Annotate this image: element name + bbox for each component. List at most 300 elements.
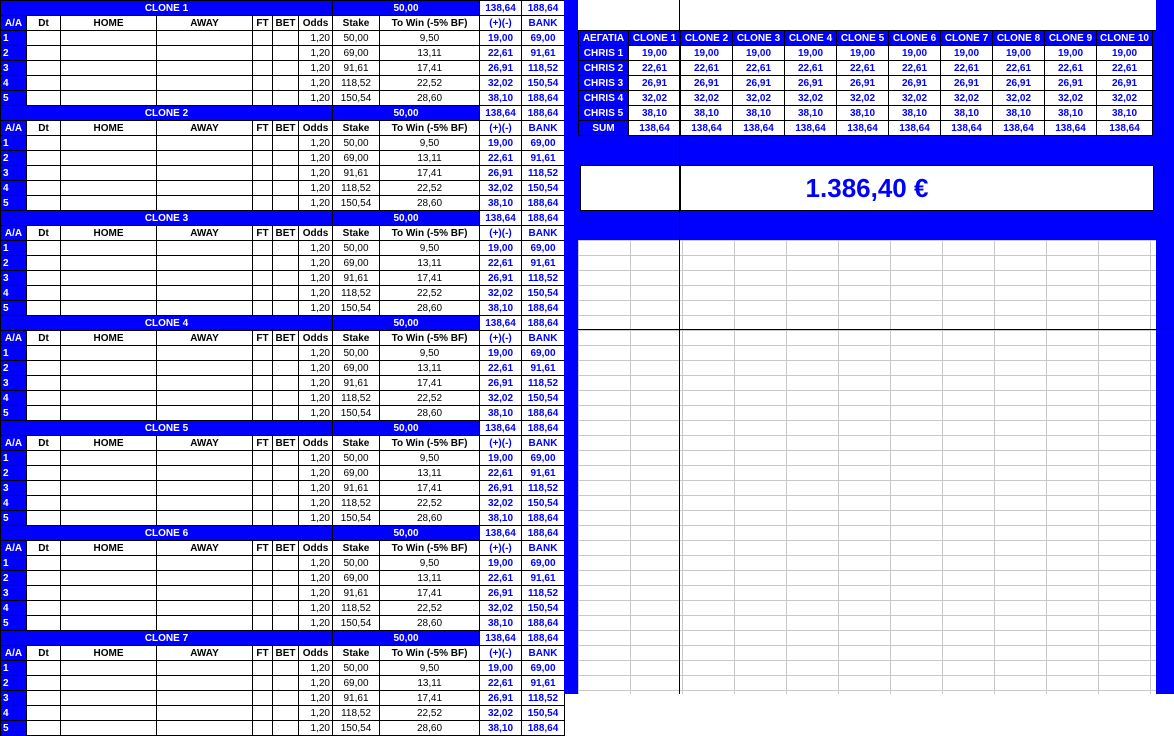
summary-value[interactable]: 38,10 [941,106,993,121]
header-pm[interactable]: (+)(-) [480,541,522,556]
cell-pm[interactable]: 19,00 [480,556,522,571]
cell-pm[interactable]: 38,10 [480,721,522,736]
summary-value[interactable]: 19,00 [941,46,993,61]
cell-bank[interactable]: 188,64 [522,721,565,736]
cell-away[interactable] [157,376,253,391]
cell-bet[interactable] [273,136,299,151]
summary-value[interactable]: 26,91 [1045,76,1097,91]
cell-home[interactable] [61,661,157,676]
cell-dt[interactable] [27,706,61,721]
cell-pm[interactable]: 26,91 [480,166,522,181]
clone-bank-total[interactable]: 188,64 [522,106,565,121]
header-home[interactable]: HOME [61,331,157,346]
cell-home[interactable] [61,571,157,586]
header-ft[interactable]: FT [253,541,273,556]
cell-home[interactable] [61,721,157,736]
cell-towin[interactable]: 17,41 [380,586,480,601]
cell-ft[interactable] [253,241,273,256]
cell-pm[interactable]: 32,02 [480,286,522,301]
cell-towin[interactable]: 9,50 [380,346,480,361]
summary-column-header[interactable]: CLONE 8 [993,31,1045,46]
clone-title[interactable]: CLONE 5 [1,421,333,436]
cell-pm[interactable]: 22,61 [480,676,522,691]
summary-value[interactable]: 138,64 [889,121,941,136]
cell-away[interactable] [157,196,253,211]
header-bank[interactable]: BANK [522,121,565,136]
cell-bank[interactable]: 188,64 [522,196,565,211]
cell-home[interactable] [61,511,157,526]
row-index[interactable]: 3 [1,166,27,181]
cell-pm[interactable]: 22,61 [480,151,522,166]
summary-column-header[interactable]: CLONE 10 [1097,31,1153,46]
cell-home[interactable] [61,91,157,106]
cell-bet[interactable] [273,601,299,616]
cell-home[interactable] [61,136,157,151]
cell-home[interactable] [61,151,157,166]
header-away[interactable]: AWAY [157,436,253,451]
summary-row-label[interactable]: SUM [579,121,629,136]
cell-odds[interactable]: 1,20 [299,601,333,616]
summary-value[interactable]: 19,00 [889,46,941,61]
row-index[interactable]: 5 [1,301,27,316]
row-index[interactable]: 2 [1,676,27,691]
clone-stake-total[interactable]: 50,00 [333,316,480,331]
summary-column-header[interactable]: CLONE 7 [941,31,993,46]
header-towin[interactable]: To Win (-5% BF) [380,541,480,556]
row-index[interactable]: 3 [1,481,27,496]
summary-value[interactable]: 26,91 [941,76,993,91]
cell-home[interactable] [61,31,157,46]
cell-bank[interactable]: 188,64 [522,301,565,316]
cell-towin[interactable]: 9,50 [380,136,480,151]
cell-pm[interactable]: 38,10 [480,406,522,421]
cell-odds[interactable]: 1,20 [299,136,333,151]
cell-stake[interactable]: 150,54 [333,406,380,421]
summary-column-header[interactable]: CLONE 2 [681,31,733,46]
summary-value[interactable]: 22,61 [1045,61,1097,76]
cell-bank[interactable]: 150,54 [522,601,565,616]
cell-towin[interactable]: 13,11 [380,361,480,376]
summary-value[interactable]: 38,10 [993,106,1045,121]
cell-odds[interactable]: 1,20 [299,466,333,481]
cell-dt[interactable] [27,616,61,631]
cell-home[interactable] [61,391,157,406]
cell-odds[interactable]: 1,20 [299,346,333,361]
cell-ft[interactable] [253,691,273,706]
cell-bet[interactable] [273,151,299,166]
cell-odds[interactable]: 1,20 [299,496,333,511]
cell-odds[interactable]: 1,20 [299,706,333,721]
cell-ft[interactable] [253,586,273,601]
cell-ft[interactable] [253,166,273,181]
row-index[interactable]: 4 [1,496,27,511]
cell-home[interactable] [61,376,157,391]
cell-towin[interactable]: 9,50 [380,31,480,46]
cell-home[interactable] [61,301,157,316]
cell-towin[interactable]: 13,11 [380,256,480,271]
header-towin[interactable]: To Win (-5% BF) [380,646,480,661]
cell-bet[interactable] [273,76,299,91]
cell-away[interactable] [157,361,253,376]
cell-away[interactable] [157,511,253,526]
cell-bet[interactable] [273,586,299,601]
cell-towin[interactable]: 28,60 [380,406,480,421]
cell-pm[interactable]: 32,02 [480,181,522,196]
summary-value[interactable]: 38,10 [733,106,785,121]
cell-towin[interactable]: 17,41 [380,481,480,496]
cell-towin[interactable]: 28,60 [380,511,480,526]
cell-away[interactable] [157,46,253,61]
row-index[interactable]: 5 [1,91,27,106]
cell-home[interactable] [61,601,157,616]
cell-pm[interactable]: 38,10 [480,196,522,211]
summary-row-label[interactable]: CHRIS 1 [579,46,629,61]
cell-bet[interactable] [273,46,299,61]
cell-bank[interactable]: 69,00 [522,556,565,571]
header-dt[interactable]: Dt [27,646,61,661]
cell-stake[interactable]: 118,52 [333,76,380,91]
row-index[interactable]: 3 [1,61,27,76]
summary-value[interactable]: 138,64 [1097,121,1153,136]
header-dt[interactable]: Dt [27,436,61,451]
cell-towin[interactable]: 13,11 [380,676,480,691]
clone-profit-total[interactable]: 138,64 [480,211,522,226]
cell-away[interactable] [157,586,253,601]
cell-towin[interactable]: 9,50 [380,556,480,571]
cell-bank[interactable]: 150,54 [522,286,565,301]
cell-ft[interactable] [253,301,273,316]
summary-value[interactable]: 138,64 [785,121,837,136]
cell-away[interactable] [157,616,253,631]
header-bank[interactable]: BANK [522,16,565,31]
row-index[interactable]: 5 [1,511,27,526]
cell-towin[interactable]: 22,52 [380,391,480,406]
cell-away[interactable] [157,241,253,256]
cell-ft[interactable] [253,406,273,421]
header-stake[interactable]: Stake [333,646,380,661]
header-away[interactable]: AWAY [157,226,253,241]
cell-stake[interactable]: 118,52 [333,706,380,721]
header-home[interactable]: HOME [61,16,157,31]
row-index[interactable]: 1 [1,346,27,361]
cell-bet[interactable] [273,556,299,571]
cell-towin[interactable]: 9,50 [380,241,480,256]
cell-odds[interactable]: 1,20 [299,691,333,706]
cell-stake[interactable]: 50,00 [333,451,380,466]
cell-dt[interactable] [27,301,61,316]
summary-value[interactable]: 22,61 [785,61,837,76]
summary-corner[interactable]: ΑΕΓΑΤΙΑ [579,31,629,46]
header-aa[interactable]: A/A [1,331,27,346]
cell-towin[interactable]: 22,52 [380,496,480,511]
header-aa[interactable]: A/A [1,436,27,451]
cell-stake[interactable]: 118,52 [333,391,380,406]
cell-dt[interactable] [27,76,61,91]
cell-pm[interactable]: 19,00 [480,661,522,676]
cell-away[interactable] [157,301,253,316]
cell-pm[interactable]: 38,10 [480,301,522,316]
summary-value[interactable]: 32,02 [733,91,785,106]
cell-bet[interactable] [273,241,299,256]
cell-ft[interactable] [253,556,273,571]
cell-pm[interactable]: 26,91 [480,271,522,286]
summary-value[interactable]: 38,10 [785,106,837,121]
summary-value[interactable]: 138,64 [993,121,1045,136]
summary-column-header[interactable]: CLONE 3 [733,31,785,46]
cell-dt[interactable] [27,676,61,691]
cell-bank[interactable]: 188,64 [522,91,565,106]
clone-stake-total[interactable]: 50,00 [333,211,480,226]
clone-profit-total[interactable]: 138,64 [480,1,522,16]
header-dt[interactable]: Dt [27,121,61,136]
cell-bet[interactable] [273,451,299,466]
row-index[interactable]: 5 [1,616,27,631]
header-ft[interactable]: FT [253,121,273,136]
cell-dt[interactable] [27,586,61,601]
cell-stake[interactable]: 91,61 [333,61,380,76]
cell-bank[interactable]: 91,61 [522,46,565,61]
cell-pm[interactable]: 26,91 [480,481,522,496]
summary-value[interactable]: 32,02 [1045,91,1097,106]
cell-towin[interactable]: 22,52 [380,706,480,721]
header-ft[interactable]: FT [253,16,273,31]
cell-home[interactable] [61,196,157,211]
cell-stake[interactable]: 91,61 [333,691,380,706]
cell-dt[interactable] [27,721,61,736]
cell-pm[interactable]: 26,91 [480,586,522,601]
cell-bet[interactable] [273,676,299,691]
clone-title[interactable]: CLONE 3 [1,211,333,226]
clone-bank-total[interactable]: 188,64 [522,316,565,331]
cell-odds[interactable]: 1,20 [299,376,333,391]
cell-bank[interactable]: 69,00 [522,31,565,46]
cell-bet[interactable] [273,271,299,286]
cell-stake[interactable]: 118,52 [333,601,380,616]
header-aa[interactable]: A/A [1,541,27,556]
cell-towin[interactable]: 17,41 [380,61,480,76]
clone-bank-total[interactable]: 188,64 [522,421,565,436]
cell-bank[interactable]: 118,52 [522,271,565,286]
cell-bank[interactable]: 91,61 [522,466,565,481]
cell-ft[interactable] [253,511,273,526]
summary-value[interactable]: 26,91 [629,76,681,91]
summary-value[interactable]: 32,02 [993,91,1045,106]
summary-value[interactable]: 38,10 [889,106,941,121]
cell-away[interactable] [157,571,253,586]
cell-pm[interactable]: 22,61 [480,46,522,61]
summary-column-header[interactable]: CLONE 6 [889,31,941,46]
summary-value[interactable]: 32,02 [889,91,941,106]
summary-value[interactable]: 26,91 [785,76,837,91]
header-odds[interactable]: Odds [299,646,333,661]
cell-stake[interactable]: 69,00 [333,256,380,271]
cell-stake[interactable]: 69,00 [333,46,380,61]
cell-ft[interactable] [253,706,273,721]
cell-ft[interactable] [253,571,273,586]
cell-home[interactable] [61,496,157,511]
row-index[interactable]: 4 [1,76,27,91]
cell-ft[interactable] [253,616,273,631]
cell-dt[interactable] [27,256,61,271]
cell-bet[interactable] [273,616,299,631]
clone-profit-total[interactable]: 138,64 [480,631,522,646]
cell-bet[interactable] [273,376,299,391]
clone-profit-total[interactable]: 138,64 [480,526,522,541]
cell-bank[interactable]: 69,00 [522,451,565,466]
summary-value[interactable]: 22,61 [629,61,681,76]
cell-dt[interactable] [27,601,61,616]
summary-value[interactable]: 19,00 [733,46,785,61]
cell-towin[interactable]: 13,11 [380,571,480,586]
header-ft[interactable]: FT [253,226,273,241]
cell-stake[interactable]: 91,61 [333,376,380,391]
cell-bank[interactable]: 188,64 [522,616,565,631]
cell-odds[interactable]: 1,20 [299,166,333,181]
cell-stake[interactable]: 150,54 [333,511,380,526]
cell-odds[interactable]: 1,20 [299,616,333,631]
summary-value[interactable]: 19,00 [1045,46,1097,61]
cell-away[interactable] [157,496,253,511]
cell-away[interactable] [157,661,253,676]
cell-towin[interactable]: 28,60 [380,91,480,106]
cell-dt[interactable] [27,361,61,376]
cell-stake[interactable]: 91,61 [333,586,380,601]
cell-odds[interactable]: 1,20 [299,406,333,421]
cell-towin[interactable]: 28,60 [380,721,480,736]
cell-bank[interactable]: 118,52 [522,166,565,181]
cell-away[interactable] [157,466,253,481]
summary-value[interactable]: 32,02 [1097,91,1153,106]
cell-away[interactable] [157,91,253,106]
cell-away[interactable] [157,166,253,181]
cell-odds[interactable]: 1,20 [299,151,333,166]
summary-value[interactable]: 38,10 [1045,106,1097,121]
cell-dt[interactable] [27,391,61,406]
header-towin[interactable]: To Win (-5% BF) [380,16,480,31]
header-away[interactable]: AWAY [157,121,253,136]
cell-stake[interactable]: 69,00 [333,676,380,691]
header-away[interactable]: AWAY [157,646,253,661]
summary-value[interactable]: 22,61 [681,61,733,76]
row-index[interactable]: 1 [1,556,27,571]
cell-dt[interactable] [27,271,61,286]
header-away[interactable]: AWAY [157,16,253,31]
cell-stake[interactable]: 150,54 [333,616,380,631]
header-bet[interactable]: BET [273,646,299,661]
cell-dt[interactable] [27,196,61,211]
cell-home[interactable] [61,346,157,361]
cell-home[interactable] [61,706,157,721]
row-index[interactable]: 3 [1,271,27,286]
header-dt[interactable]: Dt [27,16,61,31]
cell-home[interactable] [61,61,157,76]
cell-home[interactable] [61,181,157,196]
cell-towin[interactable]: 17,41 [380,166,480,181]
cell-stake[interactable]: 50,00 [333,346,380,361]
header-bet[interactable]: BET [273,226,299,241]
cell-odds[interactable]: 1,20 [299,676,333,691]
row-index[interactable]: 1 [1,661,27,676]
cell-pm[interactable]: 38,10 [480,511,522,526]
cell-bank[interactable]: 69,00 [522,136,565,151]
header-pm[interactable]: (+)(-) [480,121,522,136]
clone-bank-total[interactable]: 188,64 [522,631,565,646]
header-bet[interactable]: BET [273,331,299,346]
cell-stake[interactable]: 91,61 [333,271,380,286]
cell-odds[interactable]: 1,20 [299,271,333,286]
header-home[interactable]: HOME [61,646,157,661]
cell-odds[interactable]: 1,20 [299,481,333,496]
cell-dt[interactable] [27,166,61,181]
cell-stake[interactable]: 50,00 [333,241,380,256]
summary-value[interactable]: 22,61 [889,61,941,76]
header-home[interactable]: HOME [61,436,157,451]
row-index[interactable]: 1 [1,241,27,256]
summary-value[interactable]: 22,61 [837,61,889,76]
header-dt[interactable]: Dt [27,541,61,556]
header-dt[interactable]: Dt [27,331,61,346]
header-aa[interactable]: A/A [1,226,27,241]
summary-value[interactable]: 32,02 [941,91,993,106]
header-bet[interactable]: BET [273,541,299,556]
header-bank[interactable]: BANK [522,331,565,346]
cell-home[interactable] [61,406,157,421]
cell-stake[interactable]: 69,00 [333,571,380,586]
clone-bank-total[interactable]: 188,64 [522,211,565,226]
cell-dt[interactable] [27,241,61,256]
summary-value[interactable]: 19,00 [785,46,837,61]
summary-value[interactable]: 19,00 [629,46,681,61]
cell-stake[interactable]: 91,61 [333,481,380,496]
cell-odds[interactable]: 1,20 [299,721,333,736]
cell-dt[interactable] [27,691,61,706]
cell-home[interactable] [61,166,157,181]
header-bank[interactable]: BANK [522,436,565,451]
cell-pm[interactable]: 19,00 [480,241,522,256]
cell-ft[interactable] [253,196,273,211]
clone-bank-total[interactable]: 188,64 [522,526,565,541]
cell-ft[interactable] [253,676,273,691]
cell-pm[interactable]: 38,10 [480,616,522,631]
cell-towin[interactable]: 22,52 [380,181,480,196]
cell-bank[interactable]: 91,61 [522,676,565,691]
row-index[interactable]: 3 [1,691,27,706]
cell-stake[interactable]: 69,00 [333,361,380,376]
clone-profit-total[interactable]: 138,64 [480,106,522,121]
cell-bank[interactable]: 118,52 [522,586,565,601]
cell-bet[interactable] [273,466,299,481]
header-away[interactable]: AWAY [157,541,253,556]
header-towin[interactable]: To Win (-5% BF) [380,121,480,136]
cell-ft[interactable] [253,361,273,376]
cell-away[interactable] [157,346,253,361]
cell-away[interactable] [157,271,253,286]
cell-bank[interactable]: 150,54 [522,76,565,91]
header-odds[interactable]: Odds [299,331,333,346]
cell-dt[interactable] [27,286,61,301]
row-index[interactable]: 2 [1,466,27,481]
summary-value[interactable]: 26,91 [889,76,941,91]
header-aa[interactable]: A/A [1,121,27,136]
cell-home[interactable] [61,676,157,691]
summary-value[interactable]: 138,64 [629,121,681,136]
cell-home[interactable] [61,361,157,376]
cell-bet[interactable] [273,481,299,496]
header-bet[interactable]: BET [273,121,299,136]
header-home[interactable]: HOME [61,541,157,556]
cell-stake[interactable]: 91,61 [333,166,380,181]
cell-towin[interactable]: 13,11 [380,466,480,481]
